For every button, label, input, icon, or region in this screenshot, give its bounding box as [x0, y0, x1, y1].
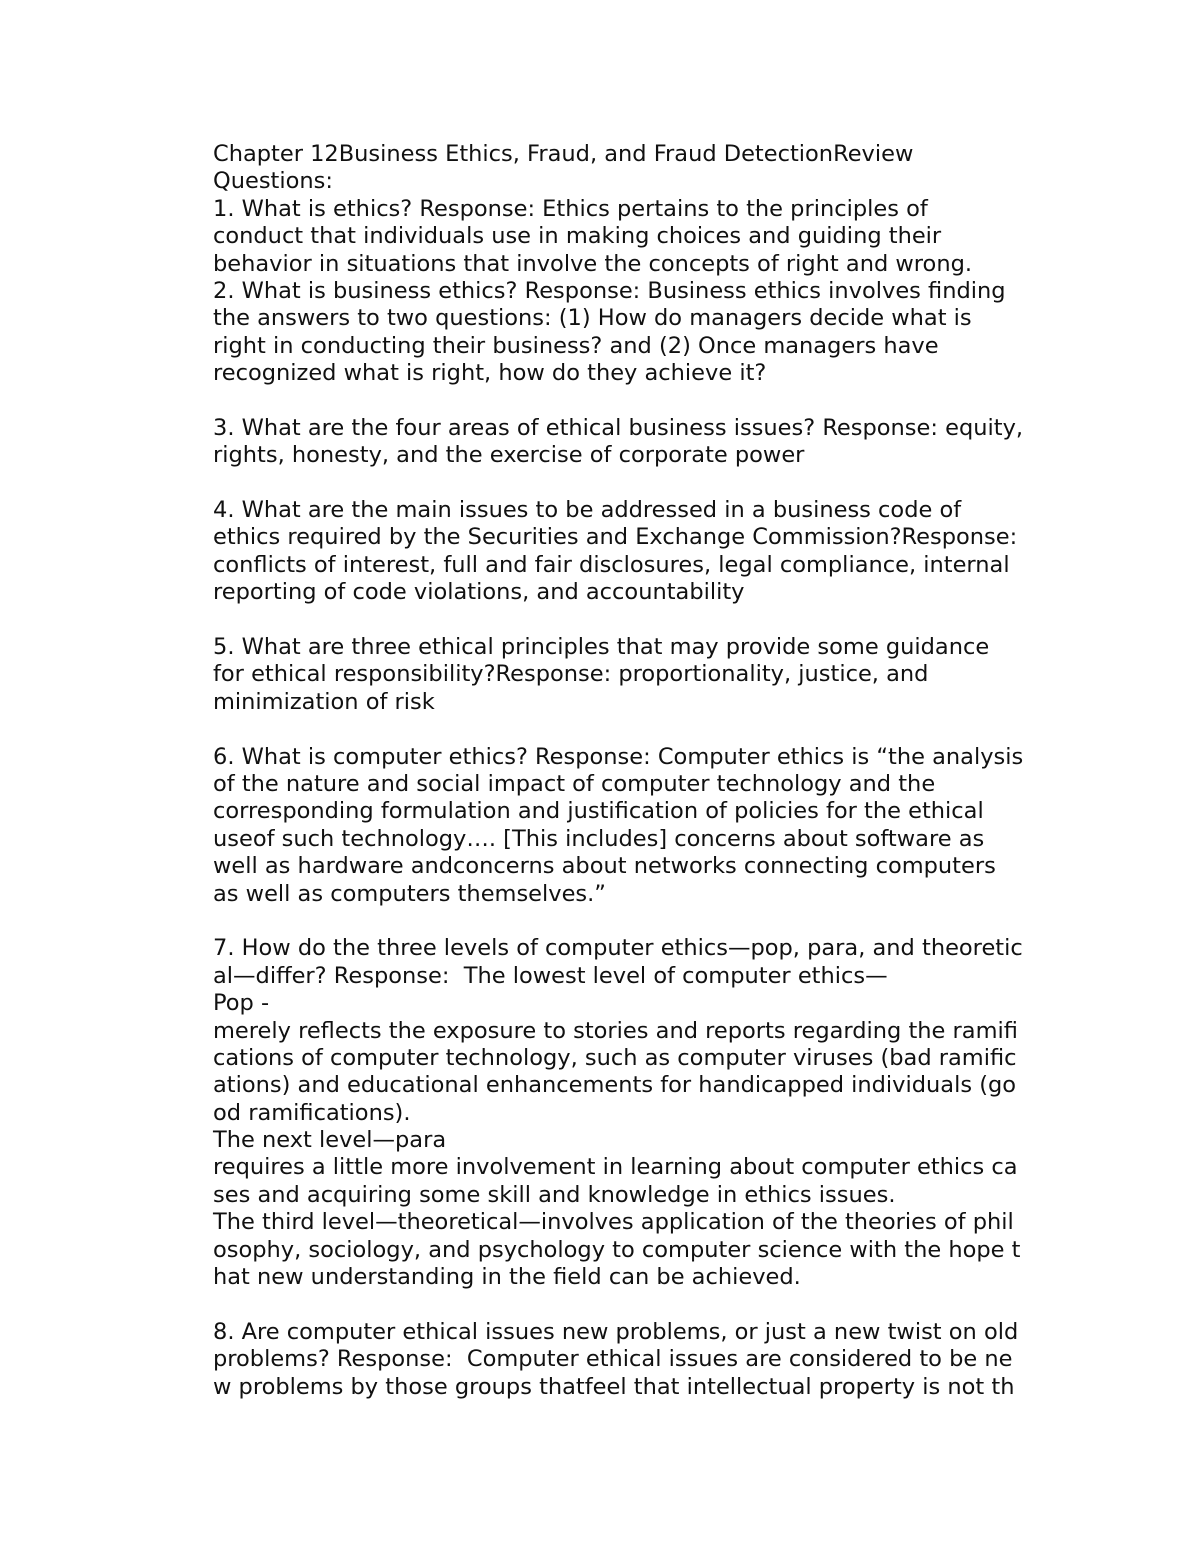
text-line: hat new understanding in the field can be achieved. [213, 1264, 801, 1291]
text-line: for ethical responsibility?Response: proportionality, justice, and [213, 661, 929, 688]
text-line: conduct that individuals use in making choices and guiding their [213, 223, 942, 250]
text-line: as well as computers themselves.” [213, 880, 606, 907]
text-line: right in conducting their business? and (2) Once managers have [213, 332, 939, 359]
text-line: cations of computer technology, such as computer viruses (bad ramific [213, 1044, 1017, 1071]
text-line: well as hardware andconcerns about networks connecting computers [213, 853, 996, 880]
text-line: 1. What is ethics? Response: Ethics pertains to the principles of [213, 195, 928, 222]
blank-line [213, 470, 1073, 497]
text-line: recognized what is right, how do they achieve it? [213, 360, 767, 387]
text-line: 5. What are three ethical principles that may provide some guidance [213, 634, 990, 661]
text-line: Questions: [213, 168, 333, 195]
blank-line [213, 388, 1073, 415]
text-line: requires a little more involvement in learning about computer ethics ca [213, 1154, 1018, 1181]
text-line: conflicts of interest, full and fair disclosures, legal compliance, internal [213, 551, 1010, 578]
text-line: 2. What is business ethics? Response: Business ethics involves finding [213, 277, 1006, 304]
text-line: ses and acquiring some skill and knowledge in ethics issues. [213, 1181, 896, 1208]
text-line: ations) and educational enhancements for handicapped individuals (go [213, 1072, 1017, 1099]
blank-line [213, 1291, 1073, 1318]
text-line: reporting of code violations, and accountability [213, 579, 745, 606]
text-line: w problems by those groups thatfeel that intellectual property is not th [213, 1373, 1015, 1400]
text-line: rights, honesty, and the exercise of corporate power [213, 442, 805, 469]
text-line: problems? Response: Computer ethical issues are considered to be ne [213, 1346, 1013, 1373]
text-line: of the nature and social impact of computer technology and the [213, 770, 936, 797]
text-line: the answers to two questions: (1) How do managers decide what is [213, 305, 972, 332]
text-line: 8. Are computer ethical issues new problems, or just a new twist on old [213, 1318, 1019, 1345]
text-line: merely reflects the exposure to stories and reports regarding the ramifi [213, 1017, 1018, 1044]
text-line: od ramifications). [213, 1099, 411, 1126]
blank-line [213, 607, 1073, 634]
blank-line [213, 908, 1073, 935]
text-line: corresponding formulation and justification of policies for the ethical [213, 798, 984, 825]
text-line: 3. What are the four areas of ethical business issues? Response: equity, [213, 414, 1024, 441]
text-line: al—differ? Response: The lowest level of computer ethics— [213, 962, 888, 989]
text-line: useof such technology…. [This includes] concerns about software as [213, 825, 985, 852]
text-line: behavior in situations that involve the concepts of right and wrong. [213, 250, 973, 277]
text-line: osophy, sociology, and psychology to computer science with the hope t [213, 1236, 1021, 1263]
text-line: The next level—para [213, 1127, 447, 1154]
blank-line [213, 716, 1073, 743]
text-line: minimization of risk [213, 688, 435, 715]
document-body [213, 141, 1073, 1401]
text-line: Chapter 12Business Ethics, Fraud, and Fraud DetectionReview [213, 141, 914, 167]
text-line: 4. What are the main issues to be addressed in a business code of [213, 497, 962, 524]
text-line: ethics required by the Securities and Exchange Commission?Response: [213, 524, 1018, 551]
text-line: 6. What is computer ethics? Response: Computer ethics is “the analysis [213, 743, 1024, 770]
text-line: Pop - [213, 990, 270, 1017]
text-line: 7. How do the three levels of computer ethics—pop, para, and theoretic [213, 935, 1023, 962]
text-line: The third level—theoretical—involves application of the theories of phil [213, 1209, 1014, 1236]
